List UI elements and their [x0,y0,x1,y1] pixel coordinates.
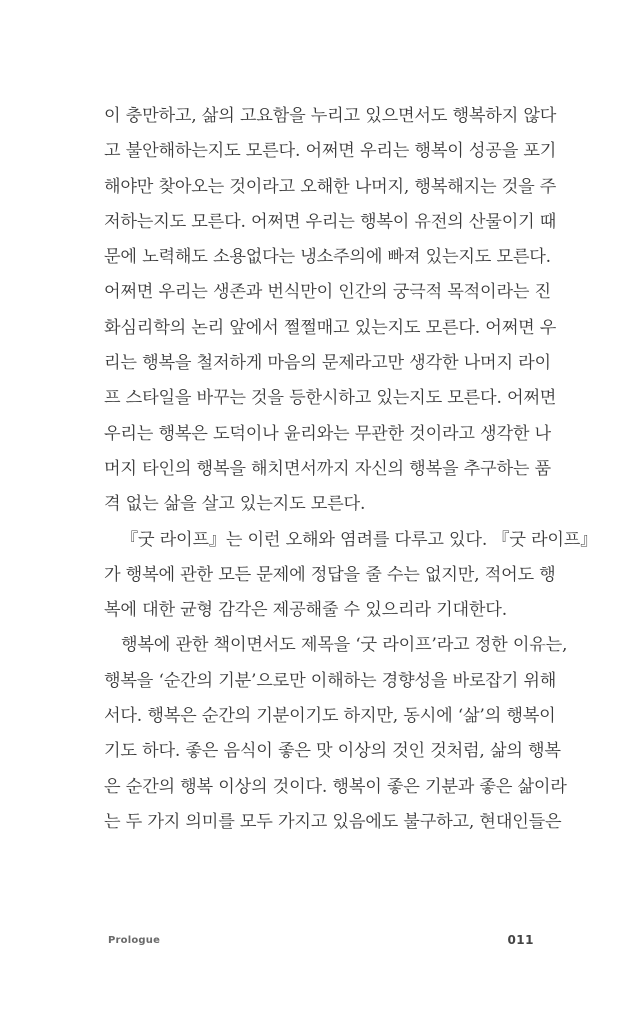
text-line: 해야만 찾아오는 것이라고 오해한 나머지, 행복해지는 것을 주 [104,176,557,197]
text-line: 우리는 행복은 도덕이나 윤리와는 무관한 것이라고 생각한 나 [104,423,551,444]
text-line: 기도 하다. 좋은 음식이 좋은 맛 이상의 것인 것처럼, 삶의 행복 [104,741,561,762]
text-line: 리는 행복을 철저하게 마음의 문제라고만 생각한 나머지 라이 [104,353,551,374]
text-line: 고 불안해하는지도 모른다. 어쩌면 우리는 행복이 성공을 포기 [104,141,557,162]
text-line: 문에 노력해도 소용없다는 냉소주의에 빠져 있는지도 모른다. [104,247,551,268]
running-head: Prologue [108,934,161,946]
page-footer [108,930,534,950]
text-line: 가 행복에 관한 모든 문제에 정답을 줄 수는 없지만, 적어도 행 [104,564,556,585]
text-line: 프 스타일을 바꾸는 것을 등한시하고 있는지도 모른다. 어쩌면 [104,388,557,409]
text-line: 행복에 관한 책이면서도 제목을 ‘굿 라이프’라고 정한 이유는, [121,635,568,656]
text-line: 은 순간의 행복 이상의 것이다. 행복이 좋은 기분과 좋은 삶이라 [104,776,567,797]
text-line: 서다. 행복은 순간의 기분이기도 하지만, 동시에 ‘삶’의 행복이 [104,706,556,727]
text-line: 행복을 ‘순간의 기분’으로만 이해하는 경향성을 바로잡기 위해 [104,670,557,691]
text-line: 어쩌면 우리는 생존과 번식만이 인간의 궁극적 목적이라는 진 [104,282,551,303]
text-line: 저하는지도 모른다. 어쩌면 우리는 행복이 유전의 산물이기 때 [104,211,557,232]
page-number: 011 [507,933,534,947]
text-line: 격 없는 삶을 살고 있는지도 모른다. [104,494,366,515]
text-line: 는 두 가지 의미를 모두 가지고 있음에도 불구하고, 현대인들은 [104,811,562,832]
text-line: 복에 대한 균형 감각은 제공해줄 수 있으리라 기대한다. [104,600,507,621]
body-text [104,99,598,840]
text-line: 『굿 라이프』는 이런 오해와 염려를 다루고 있다. 『굿 라이프』 [121,529,598,550]
text-line: 화심리학의 논리 앞에서 쩔쩔매고 있는지도 모른다. 어쩌면 우 [104,317,557,338]
text-line: 이 충만하고, 삶의 고요함을 누리고 있으면서도 행복하지 않다 [104,106,557,126]
text-line: 머지 타인의 행복을 해치면서까지 자신의 행복을 추구하는 품 [104,458,551,479]
